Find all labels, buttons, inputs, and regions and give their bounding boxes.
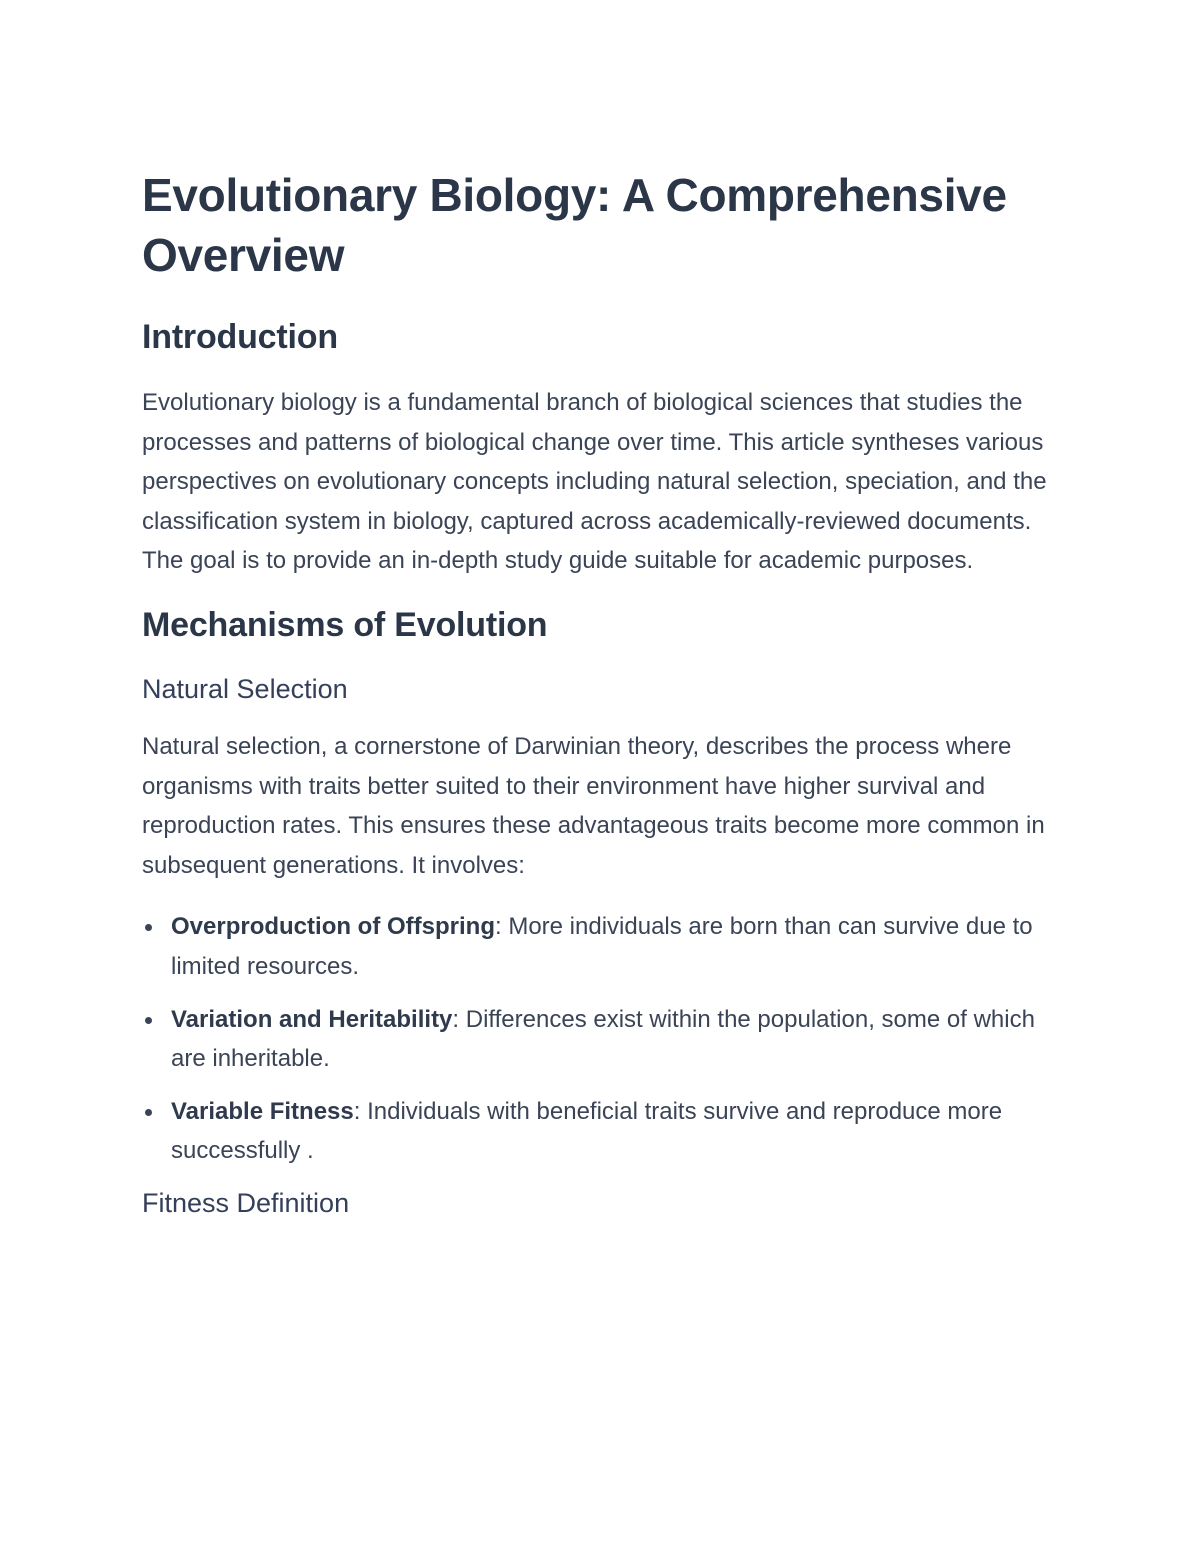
list-item-term: Variation and Heritability xyxy=(171,1005,453,1033)
natural-selection-heading: Natural Selection xyxy=(142,673,348,704)
document-title: Evolutionary Biology: A Comprehensive Overview xyxy=(142,169,1007,281)
list-item-term: Variable Fitness xyxy=(171,1097,354,1125)
list-item xyxy=(142,907,1072,986)
natural-selection-paragraph: Natural selection, a cornerstone of Darwinian theory, describes the process where organisms with traits better suited to their environment have higher survival and reproduction rates. This ensures these advantageous traits become more common in subsequent generations. It involves: xyxy=(142,732,1045,879)
document-page xyxy=(142,165,1072,1241)
list-item xyxy=(142,1000,1072,1079)
list-item-text: : More individuals are born than can survive due to limited resources. xyxy=(171,913,1033,980)
list-item xyxy=(142,1092,1072,1171)
list-item-text: : Differences exist within the population, some of which are inheritable. xyxy=(171,1005,1035,1073)
introduction-section xyxy=(142,315,1072,581)
fitness-definition-heading: Fitness Definition xyxy=(142,1187,350,1218)
introduction-heading: Introduction xyxy=(142,318,338,356)
natural-selection-list xyxy=(142,907,1072,1171)
list-item-text: : Individuals with beneficial traits survive and reproduce more successfully . xyxy=(171,1097,1003,1165)
mechanisms-section xyxy=(142,603,1072,1221)
mechanisms-heading: Mechanisms of Evolution xyxy=(142,605,548,644)
introduction-paragraph: Evolutionary biology is a fundamental branch of biological sciences that studies the processes and patterns of biological change over time. This article syntheses various perspectives on evolutionary concepts including natural selection, speciation, and the classification system in biology, captured across academically-reviewed documents. The goal is to provide an in-depth study guide suitable for academic purposes. xyxy=(142,389,1047,575)
list-item-term: Overproduction of Offspring xyxy=(171,913,495,941)
